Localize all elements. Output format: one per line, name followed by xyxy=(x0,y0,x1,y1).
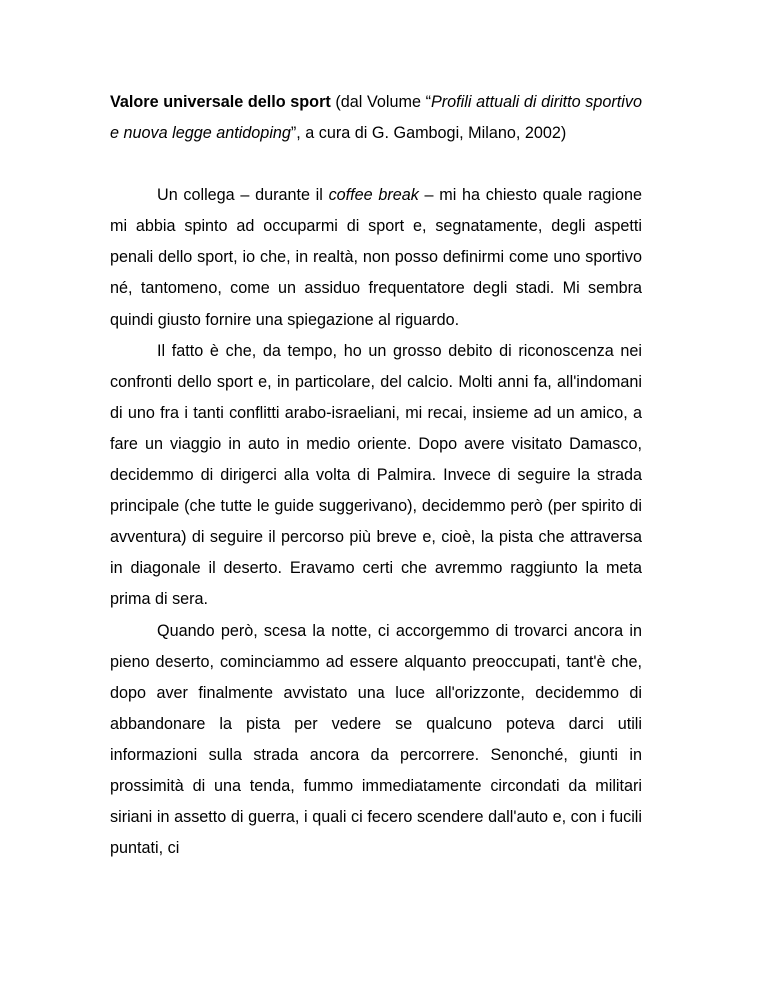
heading-source-prefix: (dal Volume “ xyxy=(330,93,431,111)
document-heading xyxy=(110,87,642,149)
heading-source-suffix: ”, a cura di G. Gambogi, Milano, 2002) xyxy=(290,124,567,143)
paragraph-3: Quando però, scesa la notte, ci accorgemmo di trovarci ancora in pieno deserto, cominciammo ad essere alquanto preoccupati, tant'è che, dopo aver finalmente avvistato una luce all'orizzonte, decidemmo di abbandonare la pista per vedere se qualcuno poteva darci utili informazioni sulla strada ancora da percorrere. Senonché, giunti in prossimità di una tenda, fummo immediatamente circondati da militari siriani in assetto di guerra, i quali ci fecero scendere dall'auto e, con i fucili puntati, ci xyxy=(110,621,642,858)
paragraph-2: Il fatto è che, da tempo, ho un grosso debito di riconoscenza nei confronti dello sport e, in particolare, del calcio. Molti anni fa, all'indomani di uno fra i tanti conflitti arabo-israeliani, mi recai, insieme ad un amico, a fare un viaggio in auto in medio oriente. Dopo avere visitato Damasco, decidemmo di dirigerci alla volta di Palmira. Invece di seguire la strada principale (che tutte le guide suggerivano), decidemmo però (per spirito di avventura) di seguire il percorso più breve e, cioè, la pista che attraversa in diagonale il deserto. Eravamo certi che avremmo raggiunto la meta prima di sera. xyxy=(110,341,642,609)
paragraph-1-italic: coffee break xyxy=(328,186,419,205)
heading-volume-title: Profili attuali di diritto sportivo e nuova legge antidoping xyxy=(110,93,642,143)
paragraph-1-text-b: – mi ha chiesto quale ragione mi abbia spinto ad occuparmi di sport e, segnatamente, degli aspetti penali dello sport, io che, in realtà, non posso definirmi come uno sportivo né, tantomeno, come un assiduo frequentatore degli stadi. Mi sembra quindi giusto fornire una spiegazione al riguardo. xyxy=(110,186,643,329)
heading-title: Valore universale dello sport xyxy=(110,93,331,111)
document-page xyxy=(110,87,642,864)
paragraph-1 xyxy=(110,180,642,335)
paragraph-1-text-a: Un collega – durante il xyxy=(157,186,329,205)
